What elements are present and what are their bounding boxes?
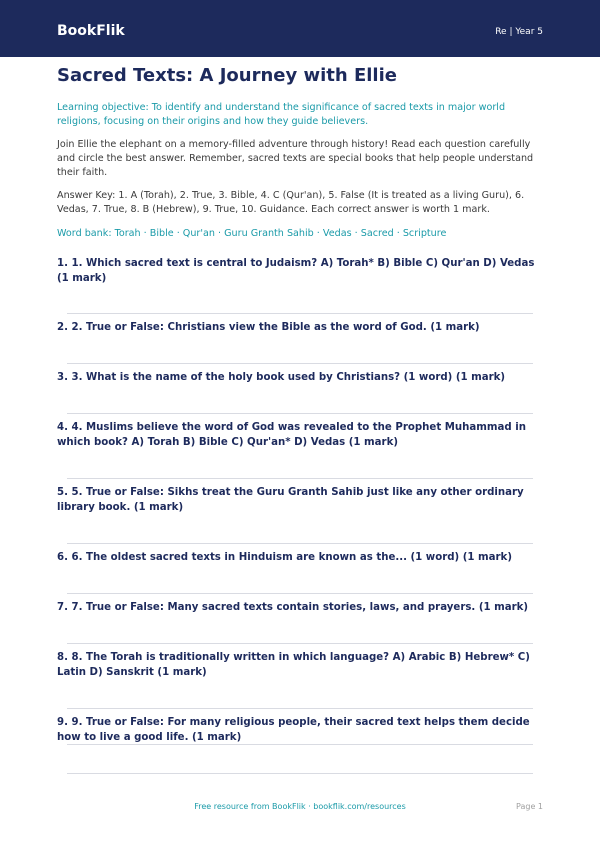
- answer-key: Answer Key: 1. A (Torah), 2. True, 3. Bible, 4. C (Qur'an), 5. False (It is treated as a living Guru), 6. Vedas, 7. True, 8. B (Hebrew), 9. True, 10. Guidance. Each correct answer is worth 1 mark.: [57, 190, 525, 215]
- header-bar: [0, 0, 600, 57]
- answer-line-2[interactable]: [67, 335, 533, 364]
- question-2: 2. 2. True or False: Christians view the Bible as the word of God. (1 mark): [57, 322, 480, 333]
- question-7: 7. 7. True or False: Many sacred texts contain stories, laws, and prayers. (1 mark): [57, 602, 529, 613]
- answer-line-6[interactable]: [67, 565, 533, 594]
- subject-year-label: Re | Year 5: [495, 27, 543, 37]
- page-title: Sacred Texts: A Journey with Ellie: [57, 65, 397, 86]
- answer-line-5[interactable]: [67, 515, 533, 544]
- answer-line-7[interactable]: [67, 615, 533, 644]
- learning-objective: Learning objective: To identify and understand the significance of sacred texts in major world religions, focusing on their origins and how they guide believers.: [57, 102, 506, 127]
- answer-line-10[interactable]: [67, 732, 533, 745]
- question-4: 4. 4. Muslims believe the word of God was revealed to the Prophet Muhammad in which book? A) Torah B) Bible C) Qur'an* D) Vedas (1 mark): [57, 422, 526, 448]
- question-9: 9. 9. True or False: For many religious people, their sacred text helps them decide how to live a good life. (1 mark): [57, 717, 530, 743]
- page-number: Page 1: [516, 802, 543, 811]
- question-8: 8. 8. The Torah is traditionally written in which language? A) Arabic B) Hebrew* C) Latin D) Sanskrit (1 mark): [57, 652, 530, 678]
- answer-line-4[interactable]: [67, 450, 533, 479]
- question-6: 6. 6. The oldest sacred texts in Hinduism are known as the... (1 word) (1 mark): [57, 552, 512, 563]
- intro-paragraph: Join Ellie the elephant on a memory-filled adventure through history! Read each question carefully and circle the best answer. Remember, sacred texts are special books that help people understand their faith.: [57, 139, 534, 178]
- worksheet-content: [57, 64, 543, 774]
- answer-line-8[interactable]: [67, 680, 533, 709]
- footer-link[interactable]: Free resource from BookFlik · bookflik.com/resources: [194, 802, 406, 811]
- brand-logo[interactable]: BookFlik: [57, 23, 125, 39]
- answer-line-3[interactable]: [67, 385, 533, 414]
- question-5: 5. 5. True or False: Sikhs treat the Guru Granth Sahib just like any other ordinary library book. (1 mark): [57, 487, 524, 513]
- answer-line-9[interactable]: [67, 745, 533, 774]
- question-list: [57, 256, 543, 774]
- answer-line-1[interactable]: [67, 286, 533, 314]
- question-3: 3. 3. What is the name of the holy book used by Christians? (1 word) (1 mark): [57, 372, 506, 383]
- question-1: 1. 1. Which sacred text is central to Judaism? A) Torah* B) Bible C) Qur'an D) Vedas (1 mark): [57, 258, 535, 284]
- word-bank: Word bank: Torah · Bible · Qur'an · Guru Granth Sahib · Vedas · Sacred · Scripture: [57, 228, 447, 239]
